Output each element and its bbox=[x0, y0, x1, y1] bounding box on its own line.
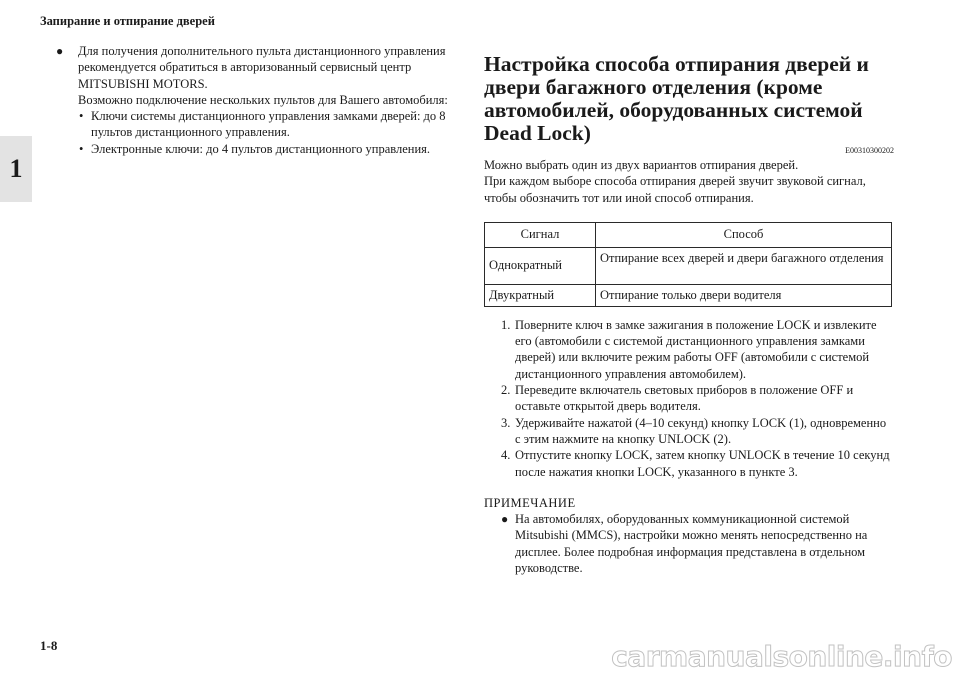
procedure-steps bbox=[484, 317, 894, 480]
note-text: На автомобилях, оборудованных коммуникационной системой Mitsubishi (MMCS), настройки можно менять непосредственно на дисплее. Более подробная информация представлена в отдельном руководстве. bbox=[515, 512, 868, 576]
step-item bbox=[501, 447, 894, 480]
intro-line: При каждом выборе способа отпирания дверей звучит звуковой сигнал, чтобы обозначить тот или иной способ отпирания. bbox=[484, 174, 866, 205]
table-cell: Отпирание только двери водителя bbox=[596, 284, 892, 306]
list-item: • Ключи системы дистанционного управления замками дверей: до 8 пультов дистанционного управления. bbox=[78, 108, 461, 141]
step-number: 2. bbox=[501, 383, 511, 398]
note-bullet bbox=[484, 511, 894, 576]
remote-count-paragraph: Возможно подключение нескольких пультов для Вашего автомобиля: bbox=[78, 92, 448, 107]
step-number: 1. bbox=[501, 317, 511, 332]
step-item bbox=[501, 382, 894, 415]
remote-info-bullet bbox=[56, 43, 461, 157]
chapter-tab bbox=[0, 136, 32, 202]
bullet-icon: ● bbox=[56, 44, 64, 58]
step-text: Переведите включатель световых приборов в положение OFF и оставьте открытой дверь водителя. bbox=[515, 383, 854, 414]
step-item bbox=[501, 415, 894, 448]
section-title: Настройка способа отпирания дверей и двери багажного отделения (кроме автомобилей, оборудованных системой Dead Lock) bbox=[484, 52, 869, 145]
remote-limits-list bbox=[78, 108, 461, 157]
step-item bbox=[501, 317, 894, 382]
bullet-body bbox=[78, 43, 461, 157]
watermark: carmanualsonline.info bbox=[611, 640, 952, 673]
chapter-number: 1 bbox=[9, 154, 23, 183]
page-number: 1-8 bbox=[40, 638, 58, 653]
intro-line: Можно выбрать один из двух вариантов отпирания дверей. bbox=[484, 158, 799, 172]
step-text: Поверните ключ в замке зажигания в положение LOCK и извлеките его (автомобили с системой дистанционного управления замками дверей) или включите режим работы OFF (автомобили с системой дистанционного управления автомобилем). bbox=[515, 317, 877, 381]
table-header-row bbox=[485, 222, 892, 247]
table-cell: Двукратный bbox=[485, 284, 596, 306]
right-column bbox=[484, 53, 894, 576]
step-number: 3. bbox=[501, 415, 511, 430]
table-cell: Отпирание всех дверей и двери багажного отделения bbox=[596, 247, 892, 284]
list-item: • Электронные ключи: до 4 пультов дистанционного управления. bbox=[78, 141, 461, 157]
section-code: E00310300202 bbox=[845, 146, 894, 155]
step-text: Отпустите кнопку LOCK, затем кнопку UNLOCK в течение 10 секунд после нажатия кнопки LOCK, указанного в пункте 3. bbox=[515, 448, 890, 479]
unlock-method-table bbox=[484, 222, 892, 307]
remote-order-paragraph: Для получения дополнительного пульта дистанционного управления рекомендуется обратиться в авторизованный сервисный центр MITSUBISHI MOTORS. bbox=[78, 44, 446, 91]
column-header-signal: Сигнал bbox=[485, 222, 596, 247]
table-row bbox=[485, 284, 892, 306]
running-header: Запирание и отпирание дверей bbox=[40, 14, 215, 28]
step-text: Удерживайте нажатой (4–10 секунд) кнопку LOCK (1), одновременно с этим нажмите на кнопку UNLOCK (2). bbox=[515, 415, 887, 446]
table-row bbox=[485, 247, 892, 284]
step-number: 4. bbox=[501, 448, 511, 463]
table-cell: Однократный bbox=[485, 247, 596, 284]
section-intro bbox=[484, 157, 894, 206]
left-column bbox=[56, 43, 461, 157]
bullet-icon: ● bbox=[501, 512, 509, 527]
column-header-method: Способ bbox=[596, 222, 892, 247]
note-heading: ПРИМЕЧАНИЕ bbox=[484, 495, 576, 510]
